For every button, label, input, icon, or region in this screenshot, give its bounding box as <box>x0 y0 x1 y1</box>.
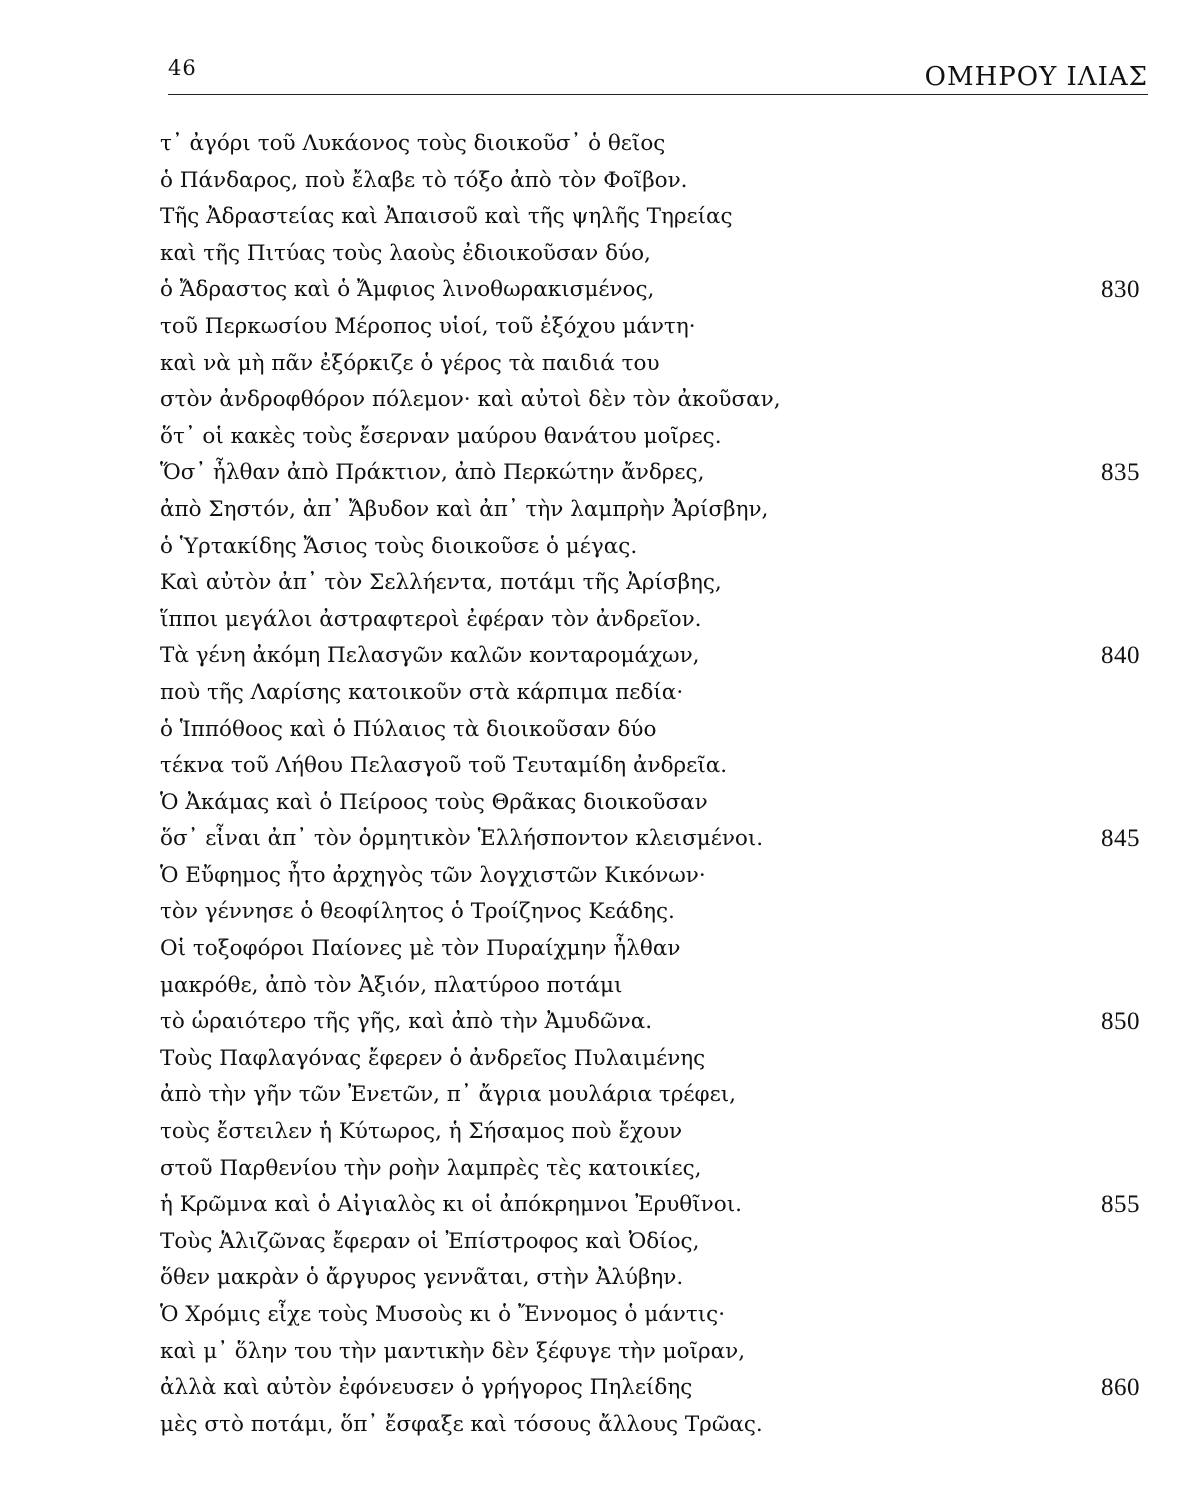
verse-line <box>160 712 1140 749</box>
verse-text: καὶ τῆς Πιτύας τοὺς λαοὺς ἐδιοικοῦσαν δύο, <box>160 240 651 266</box>
verse-line <box>160 309 1140 346</box>
verse-text: μὲς στὸ ποτάμι, ὅπ᾽ ἔσφαξε καὶ τόσους ἄλλους Τρῶας. <box>160 1411 763 1437</box>
verse-line <box>160 419 1140 456</box>
verse-text: ἀπὸ τὴν γῆν τῶν Ἐνετῶν, π᾽ ἄγρια μουλάρια τρέφει, <box>160 1082 736 1108</box>
verse-line <box>160 236 1140 273</box>
verse-text: καὶ μ᾽ ὅλην του τὴν μαντικὴν δὲν ξέφυγε τὴν μοῖραν, <box>160 1338 746 1364</box>
line-number: 850 <box>1101 1008 1140 1036</box>
verse-text: ὁ Ἱππόθοος καὶ ὁ Πύλαιος τὰ διοικοῦσαν δύο <box>160 716 657 742</box>
verse-text: ὅσ᾽ εἶναι ἀπ᾽ τὸν ὁρμητικὸν Ἑλλήσποντον κλεισμένοι. <box>160 826 764 852</box>
verse-line <box>160 492 1140 529</box>
verse-line <box>160 529 1140 566</box>
verse-line <box>160 638 1140 675</box>
verse-text: Ὁ Χρόμις εἶχε τοὺς Μυσοὺς κι ὁ Ἔννομος ὁ μάντις· <box>160 1302 726 1327</box>
verse-text: ποὺ τῆς Λαρίσης κατοικοῦν στὰ κάρπιμα πεδία· <box>160 679 684 705</box>
verse-line <box>160 894 1140 931</box>
verse-line <box>160 163 1140 200</box>
verse-text: Τῆς Ἀδραστείας καὶ Ἀπαισοῦ καὶ τῆς ψηλῆς Τηρείας <box>160 204 733 230</box>
verse-line <box>160 1187 1140 1224</box>
verse-text: τὸ ὡραιότερο τῆς γῆς, καὶ ἀπὸ τὴν Ἀμυδῶνα. <box>160 1009 653 1035</box>
verse-text: ἀλλὰ καὶ αὐτὸν ἐφόνευσεν ὁ γρήγορος Πηλείδης <box>160 1375 693 1401</box>
verse-line <box>160 1407 1140 1444</box>
line-number: 840 <box>1101 642 1140 670</box>
verse-text: τὸν γέννησε ὁ θεοφίλητος ὁ Τροίζηνος Κεάδης. <box>160 899 675 925</box>
verse-line <box>160 1334 1140 1371</box>
verse-line <box>160 1114 1140 1151</box>
verse-text: ἀπὸ Σηστόν, ἀπ᾽ Ἄβυδον καὶ ἀπ᾽ τὴν λαμπρὴν Ἀρίσβην, <box>160 496 769 522</box>
verse-line <box>160 1224 1140 1261</box>
verse-line <box>160 455 1140 492</box>
verse-line <box>160 1077 1140 1114</box>
verse-line <box>160 1041 1140 1078</box>
verse-line <box>160 602 1140 639</box>
verse-text: ὁ Ἄδραστος καὶ ὁ Ἄμφιος λινοθωρακισμένος, <box>160 277 655 303</box>
verse-text: Τοὺς Παφλαγόνας ἔφερεν ὁ ἀνδρεῖος Πυλαιμένης <box>160 1045 706 1071</box>
running-title: ΟΜΗΡΟΥ ΙΛΙΑΣ <box>924 62 1148 92</box>
verse-line <box>160 748 1140 785</box>
line-number: 855 <box>1101 1191 1140 1219</box>
verse-text: Τοὺς Ἁλιζῶνας ἔφεραν οἱ Ἐπίστροφος καὶ Ὀδίος, <box>160 1228 700 1254</box>
verse-text: τ᾽ ἀγόρι τοῦ Λυκάονος τοὺς διοικοῦσ᾽ ὁ θεῖος <box>160 131 666 156</box>
line-number: 860 <box>1101 1374 1140 1402</box>
verse-line <box>160 126 1140 163</box>
verse-line <box>160 858 1140 895</box>
verse-text: Ὁ Εὔφημος ἦτο ἀρχηγὸς τῶν λογχιστῶν Κικόνων· <box>160 862 706 888</box>
page-header <box>168 56 1148 96</box>
page-number: 46 <box>168 56 197 80</box>
verse-line <box>160 1297 1140 1334</box>
verse-line <box>160 1370 1140 1407</box>
verse-text: τοὺς ἔστειλεν ἡ Κύτωρος, ἡ Σήσαμος ποὺ ἔχουν <box>160 1119 683 1145</box>
verse-text: τοῦ Περκωσίου Μέροπος υἱοί, τοῦ ἐξόχου μάντη· <box>160 313 696 339</box>
verse-text: Ὅσ᾽ ἦλθαν ἀπὸ Πράκτιον, ἀπὸ Περκώτην ἄνδρες, <box>160 460 705 486</box>
verse-text: Καὶ αὐτὸν ἀπ᾽ τὸν Σελλήεντα, ποτάμι τῆς Ἀρίσβης, <box>160 570 722 596</box>
verse-line <box>160 346 1140 383</box>
verse-text: ὅθεν μακρὰν ὁ ἄργυρος γεννᾶται, στὴν Ἀλύβην. <box>160 1265 684 1291</box>
header-rule <box>168 94 1148 95</box>
verse-line <box>160 675 1140 712</box>
verse-line <box>160 1151 1140 1188</box>
verse-text: στοῦ Παρθενίου τὴν ροὴν λαμπρὲς τὲς κατοικίες, <box>160 1155 702 1181</box>
verse-line <box>160 199 1140 236</box>
verse-text: στὸν ἀνδροφθόρον πόλεμον· καὶ αὐτοὶ δὲν τὸν ἀκοῦσαν, <box>160 387 781 413</box>
verse-text: ὅτ᾽ οἱ κακὲς τοὺς ἔσερναν μαύρου θανάτου μοῖρες. <box>160 423 722 449</box>
poem-body <box>160 126 1140 1443</box>
line-number: 830 <box>1101 276 1140 304</box>
verse-line <box>160 821 1140 858</box>
verse-text: τέκνα τοῦ Λήθου Πελασγοῦ τοῦ Τευταμίδη ἀνδρεῖα. <box>160 753 728 779</box>
verse-line <box>160 785 1140 822</box>
verse-text: ὁ Ὑρτακίδης Ἄσιος τοὺς διοικοῦσε ὁ μέγας. <box>160 533 638 559</box>
verse-line <box>160 1260 1140 1297</box>
line-number: 845 <box>1101 825 1140 853</box>
verse-line <box>160 1004 1140 1041</box>
verse-line <box>160 272 1140 309</box>
verse-text: ἡ Κρῶμνα καὶ ὁ Αἰγιαλὸς κι οἱ ἀπόκρημνοι Ἐρυθῖνοι. <box>160 1192 742 1218</box>
verse-line <box>160 382 1140 419</box>
verse-text: καὶ νὰ μὴ πᾶν ἐξόρκιζε ὁ γέρος τὰ παιδιά του <box>160 350 660 376</box>
verse-text: Οἱ τοξοφόροι Παίονες μὲ τὸν Πυραίχμην ἦλθαν <box>160 936 681 962</box>
verse-text: μακρόθε, ἀπὸ τὸν Ἀξιόν, πλατύροο ποτάμι <box>160 972 623 998</box>
verse-text: Ὁ Ἀκάμας καὶ ὁ Πείροος τοὺς Θρᾶκας διοικοῦσαν <box>160 789 708 815</box>
verse-line <box>160 565 1140 602</box>
verse-text: ὁ Πάνδαρος, ποὺ ἔλαβε τὸ τόξο ἀπὸ τὸν Φοῖβον. <box>160 167 688 193</box>
verse-text: Τὰ γένη ἀκόμη Πελασγῶν καλῶν κονταρομάχων, <box>160 643 700 669</box>
verse-line <box>160 931 1140 968</box>
verse-line <box>160 968 1140 1005</box>
verse-text: ἵπποι μεγάλοι ἀστραφτεροὶ ἐφέραν τὸν ἀνδρεῖον. <box>160 606 702 632</box>
line-number: 835 <box>1101 459 1140 487</box>
